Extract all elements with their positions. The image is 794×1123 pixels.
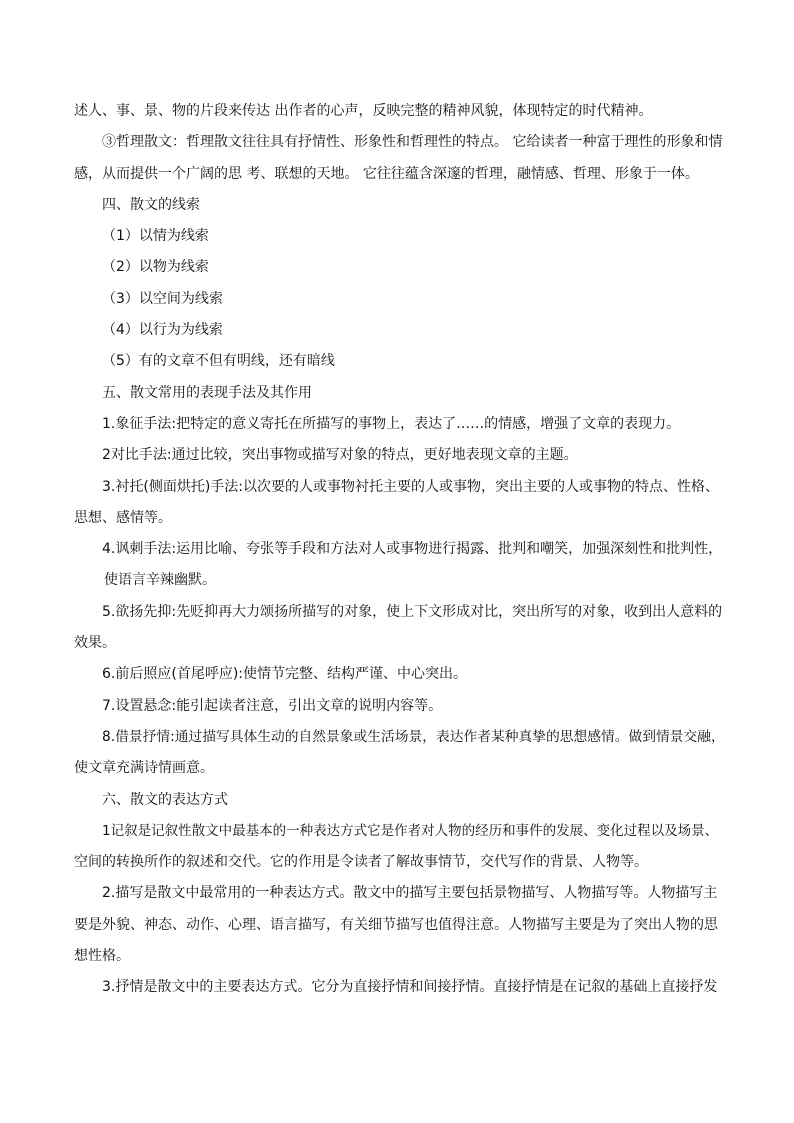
text-line: 5.欲扬先抑:先贬抑再大力颂扬所描写的对象，使上下文形成对比，突出所写的对象，收到出人意料的 bbox=[102, 603, 723, 620]
text-line: 五、散文常用的表现手法及其作用 bbox=[102, 384, 312, 401]
text-line: 想性格。 bbox=[74, 948, 130, 965]
text-line: （2）以物为线索 bbox=[102, 259, 209, 276]
text-line: 2.描写是散文中最常用的一种表达方式。散文中的描写主要包括景物描写、人物描写等。人物描写主 bbox=[102, 885, 718, 902]
text-line: 7.设置悬念:能引起读者注意，引出文章的说明内容等。 bbox=[102, 697, 443, 714]
text-line: （1）以情为线索 bbox=[102, 228, 209, 245]
text-line: 3.衬托(侧面烘托)手法:以次要的人或事物衬托主要的人或事物，突出主要的人或事物的特点、性格、 bbox=[102, 478, 719, 495]
text-line: 要是外貌、神态、动作、心理、语言描写，有关细节描写也值得注意。人物描写主要是为了突出人物的思 bbox=[74, 916, 718, 933]
text-line: （3）以空间为线索 bbox=[102, 290, 223, 307]
text-line: 使文章充满诗情画意。 bbox=[74, 760, 214, 777]
text-line: 空间的转换所作的叙述和交代。它的作用是令读者了解故事情节，交代写作的背景、人物等。 bbox=[74, 854, 648, 871]
text-line: 四、散文的线索 bbox=[102, 196, 200, 213]
text-line: 思想、感情等。 bbox=[74, 509, 172, 526]
text-line: 感，从而提供一个广阔的思 考、联想的天地。 它往往蕴含深邃的哲理，融情感、哲理、形象于一体。 bbox=[74, 165, 699, 182]
text-line: ③哲理散文：哲理散文往往具有抒情性、形象性和哲理性的特点。 它给读者一种富于理性的形象和情 bbox=[102, 134, 723, 151]
text-line: 3.抒情是散文中的主要表达方式。它分为直接抒情和间接抒情。直接抒情是在记叙的基础上直接抒发 bbox=[102, 979, 718, 996]
text-line: 6.前后照应(首尾呼应):使情节完整、结构严谨、中心突出。 bbox=[102, 666, 467, 683]
text-line: 1记叙是记叙性散文中最基本的一种表达方式它是作者对人物的经历和事件的发展、变化过程以及场景、 bbox=[102, 822, 719, 839]
text-line: 8.借景抒情:通过描写具体生动的自然景象或生活场景，表达作者某种真挚的思想感情。做到情景交融， bbox=[102, 728, 725, 745]
text-line: 使语言辛辣幽默。 bbox=[104, 572, 216, 589]
text-line: （4）以行为为线索 bbox=[102, 322, 223, 339]
text-line: 效果。 bbox=[74, 635, 116, 652]
text-line: （5）有的文章不但有明线，还有暗线 bbox=[102, 353, 335, 370]
text-line: 六、散文的表达方式 bbox=[102, 791, 228, 808]
text-line: 2对比手法:通过比较，突出事物或描写对象的特点，更好地表现文章的主题。 bbox=[102, 447, 578, 464]
document-body bbox=[74, 96, 724, 1004]
text-line: 1.象征手法:把特定的意义寄托在所描写的事物上，表达了……的情感，增强了文章的表现力。 bbox=[102, 415, 681, 432]
text-line: 4.讽刺手法:运用比喻、夸张等手段和方法对人或事物进行揭露、批判和嘲笑，加强深刻性和批判性， bbox=[102, 541, 723, 558]
text-line: 述人、事、景、物的片段来传达 出作者的心声，反映完整的精神风貌，体现特定的时代精神。 bbox=[74, 103, 653, 119]
